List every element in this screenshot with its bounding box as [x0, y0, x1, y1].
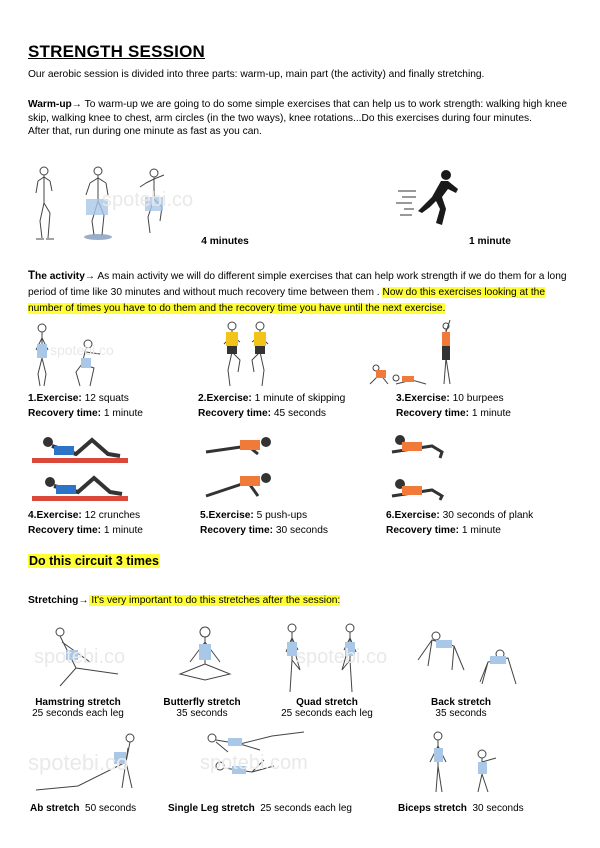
warmup-label: Warm-up	[28, 99, 72, 110]
warmup-arrow: →	[71, 99, 82, 110]
stretching-paragraph	[28, 594, 574, 608]
recovery-heading: Recovery time:	[200, 524, 274, 536]
exercise-value: 12 squats	[81, 393, 129, 404]
stretch-item-back	[416, 697, 506, 719]
recovery-heading: Recovery time:	[28, 407, 102, 419]
intro-text: Our aerobic session is divided into three parts: warm-up, main part (the activity) and finally stretching.	[28, 69, 485, 80]
warmup-paragraph	[28, 98, 574, 139]
watermark-text: spotebi.co	[296, 646, 388, 668]
stretch-name: Single Leg stretch	[168, 803, 255, 814]
watermark-text: spotebi.co	[28, 750, 129, 775]
page-title: STRENGTH SESSION	[28, 42, 206, 61]
stretch-duration: 35 seconds	[435, 708, 487, 719]
butterfly-stretch-illustration	[170, 622, 240, 692]
recovery-heading: Recovery time:	[386, 524, 460, 536]
recovery-value: 1 minute	[101, 407, 143, 419]
exercise-value: 30 seconds of plank	[439, 510, 534, 521]
warmup-figures-illustration	[30, 163, 200, 243]
exercise-1-label	[28, 392, 143, 421]
push-ups-illustration	[200, 430, 280, 502]
biceps-stretch-illustration	[426, 728, 506, 796]
activity-label-initial: T	[28, 270, 36, 282]
recovery-value: 1 minute	[469, 407, 511, 419]
run-duration-caption: 1 minute	[469, 236, 511, 247]
warmup-run-text: After that, run during one minute as fast as you can.	[28, 126, 262, 138]
stretch-name: Back stretch	[430, 697, 492, 708]
exercise-4-label	[28, 509, 143, 538]
stretch-item-hamstring	[22, 697, 134, 719]
recovery-heading: Recovery time:	[396, 407, 470, 419]
circuit-instruction: Do this circuit 3 times	[29, 554, 159, 568]
exercise-3-label	[396, 392, 511, 421]
recovery-value: 30 seconds	[273, 524, 328, 536]
activity-arrow: →	[84, 271, 96, 282]
single-leg-stretch-illustration	[200, 730, 310, 780]
stretch-name: Quad stretch	[296, 697, 358, 708]
stretch-item-quad	[268, 697, 386, 719]
exercise-number: 4.	[28, 510, 37, 521]
warmup-duration-caption: 4 minutes	[201, 236, 249, 247]
watermark-text: spotebi.com	[200, 752, 308, 774]
stretch-name: Biceps stretch	[398, 803, 467, 814]
exercise-heading: Exercise:	[208, 510, 254, 521]
stretch-item-single-leg	[168, 803, 352, 814]
skipping-illustration	[218, 320, 278, 388]
exercise-number: 5.	[200, 510, 209, 521]
back-stretch-illustration	[408, 626, 522, 690]
activity-text: As main activity we will do different simple exercises that can help work strength if we do them for a long period of time like 30 minutes and without much recovery time between them .	[28, 271, 567, 299]
exercise-number: 2.	[198, 393, 207, 404]
stretch-duration: 35 seconds	[176, 708, 228, 719]
recovery-value: 1 minute	[101, 524, 143, 536]
exercise-number: 3.	[396, 393, 405, 404]
stretch-item-biceps	[398, 803, 524, 814]
stretch-duration: 25 seconds each leg	[281, 708, 373, 719]
activity-paragraph	[28, 268, 574, 318]
activity-highlight: Now do this exercises looking at the number of times you have to do them and the recovery time you have until the next exercise.	[28, 287, 545, 315]
exercise-number: 6.	[386, 510, 395, 521]
watermark-text: spotebi.co	[102, 189, 194, 211]
watermark-text: spotebi.co	[50, 342, 114, 358]
exercise-heading: Exercise:	[36, 393, 82, 404]
hamstring-stretch-illustration	[30, 622, 124, 692]
stretch-item-butterfly	[150, 697, 254, 719]
exercise-value: 1 minute of skipping	[251, 393, 346, 404]
exercise-value: 10 burpees	[449, 393, 504, 404]
stretch-name: Butterfly stretch	[163, 697, 241, 708]
exercise-value: 5 push-ups	[253, 510, 308, 521]
stretching-label: Stretching	[28, 595, 79, 606]
stretch-duration: 25 seconds each leg	[32, 708, 124, 719]
exercise-heading: Exercise:	[206, 393, 252, 404]
plank-illustration	[386, 430, 464, 502]
stretch-item-ab	[30, 803, 136, 814]
exercise-heading: Exercise:	[36, 510, 82, 521]
warmup-text: To warm-up we are going to do some simple exercises that can help us to work strength: walking high knee skip, walking knee to chest, arm circles (in the two ways), knee rotations...Do this exercises during four minutes.	[28, 99, 568, 124]
recovery-heading: Recovery time:	[198, 407, 272, 419]
exercise-6-label	[386, 509, 533, 538]
exercise-heading: Exercise:	[394, 510, 440, 521]
squats-illustration	[28, 320, 114, 388]
quad-stretch-illustration	[278, 620, 388, 694]
exercise-number: 1.	[28, 393, 37, 404]
stretch-name: Ab stretch	[30, 803, 80, 814]
recovery-value: 1 minute	[459, 524, 501, 536]
stretch-name: Hamstring stretch	[35, 697, 121, 708]
recovery-value: 45 seconds	[271, 407, 326, 419]
stretch-duration: 30 seconds	[466, 803, 524, 814]
stretching-arrow: →	[78, 595, 89, 606]
exercise-2-label	[198, 392, 345, 421]
stretching-highlight: It's very important to do this stretches after the session:	[88, 595, 341, 606]
ab-stretch-illustration	[28, 728, 148, 796]
recovery-heading: Recovery time:	[28, 524, 102, 536]
stretch-duration: 25 seconds each leg	[254, 803, 352, 814]
exercise-value: 12 crunches	[81, 510, 141, 521]
exercise-heading: Exercise:	[404, 393, 450, 404]
runner-illustration	[396, 167, 466, 231]
stretch-duration: 50 seconds	[79, 803, 137, 814]
activity-label: he activity	[35, 271, 85, 282]
crunches-illustration	[28, 430, 132, 504]
watermark-text: spotebi.co	[34, 646, 126, 668]
exercise-5-label	[200, 509, 328, 538]
burpees-illustration	[366, 318, 458, 390]
